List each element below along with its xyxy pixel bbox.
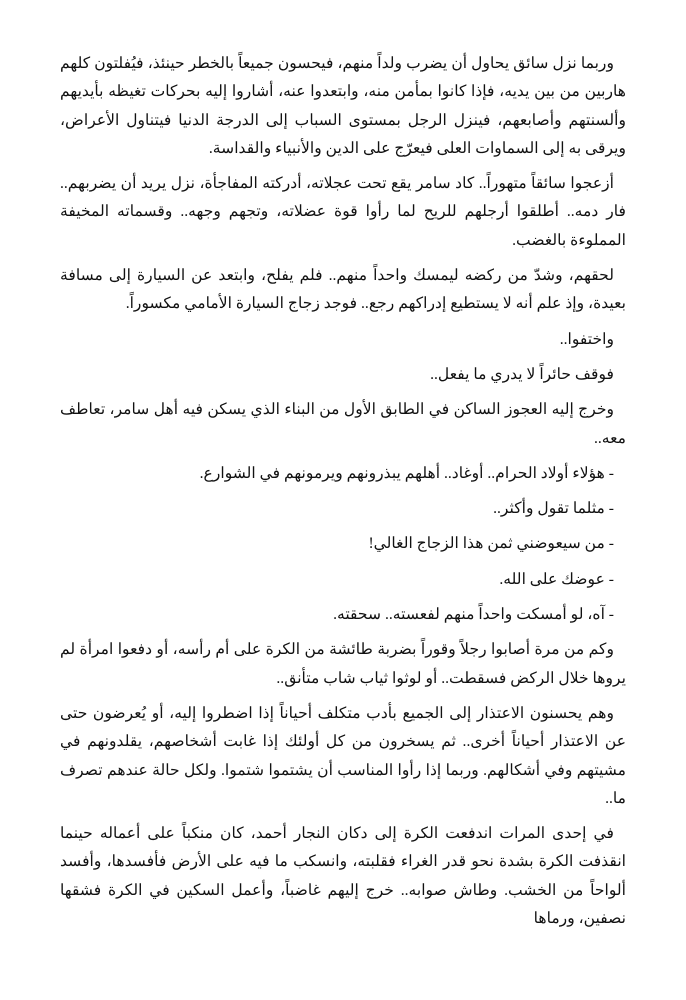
dialogue-line-4: - عوضك على الله. bbox=[499, 570, 614, 588]
paragraph-1: وربما نزل سائق يحاول أن يضرب ولداً منهم، فيحسون جميعاً بالخطر حينئذ، فيُفلتون كلهم هاربين من بين يديه، فإذا كانوا بمأمن منه، وابتعدوا عنه، أشاروا إليه بحركات تغيظه بأيديهم وألسنتهم وأصابعهم، فينزل الرجل بمستوى السباب إلى الدرجة الدنيا فيتناول الأعراض، ويرقى به إلى السماوات العلى فيعرّج على الدين والأنبياء والقداسة. bbox=[60, 55, 626, 157]
book-page bbox=[60, 50, 626, 933]
paragraph-6: وخرج إليه العجوز الساكن في الطابق الأول من البناء الذي يسكن فيه أهل سامر، تعاطف معه.. bbox=[60, 401, 626, 447]
paragraph-2: أزعجوا سائقاً متهوراً.. كاد سامر يقع تحت عجلاته، أدركته المفاجأة، نزل يريد أن يضربهم.. فار دمه.. أطلقوا أرجلهم للريح لما رأوا قوة عضلاته، وتجهم وجهه.. وقسماته المخيفة المملوءة بالغضب. bbox=[60, 175, 626, 249]
dialogue-line-5: - آه، لو أمسكت واحداً منهم لفعسته.. سحقته. bbox=[333, 606, 614, 624]
dialogue-line-3: - من سيعوضني ثمن هذا الزجاج الغالي! bbox=[368, 535, 614, 553]
paragraph-9: في إحدى المرات اندفعت الكرة إلى دكان النجار أحمد، كان منكباً على أعماله حينما انقذفت الكرة بشدة نحو قدر الغراء فقلبته، وانسكب ما فيه على الأرض فأفسدها، وأفسد ألواحاً من الخشب. وطاش صوابه.. خرج إليهم غاضباً، وأعمل السكين في الكرة فشقها نصفين، ورماها bbox=[60, 825, 626, 928]
paragraph-7: وكم من مرة أصابوا رجلاً وقوراً بضربة طائشة من الكرة على أم رأسه، أو دفعوا امرأة لم يروها خلال الركض فسقطت.. أو لوثوا ثياب شاب متأنق.. bbox=[60, 641, 626, 687]
dialogue-line-1: - هؤلاء أولاد الحرام.. أوغاد.. أهلهم يبذرونهم ويرمونهم في الشوارع. bbox=[199, 464, 614, 482]
paragraph-8: وهم يحسنون الاعتذار إلى الجميع بأدب متكلف أحياناً إذا اضطروا إليه، أو يُعرضون حتى عن الاعتذار أحياناً أخرى.. ثم يسخرون من كل أولئك إذا غابت أشخاصهم، يقلدونهم في مشيتهم وفي أشكالهم. وربما إذا رأوا المناسب أن يشتموا شتموا. ولكل حالة عندهم تصرف ما.. bbox=[60, 704, 626, 807]
paragraph-5: فوقف حائراً لا يدري ما يفعل.. bbox=[430, 365, 614, 383]
paragraph-3: لحقهم، وشدّ من ركضه ليمسك واحداً منهم.. فلم يفلح، وابتعد عن السيارة إلى مسافة بعيدة، وإذ علم أنه لا يستطيع إدراكهم رجع.. فوجد زجاج السيارة الأمامي مكسوراً. bbox=[60, 267, 626, 313]
dialogue-line-2: - مثلما تقول وأكثر.. bbox=[493, 500, 614, 518]
paragraph-4: واختفوا.. bbox=[559, 330, 614, 348]
